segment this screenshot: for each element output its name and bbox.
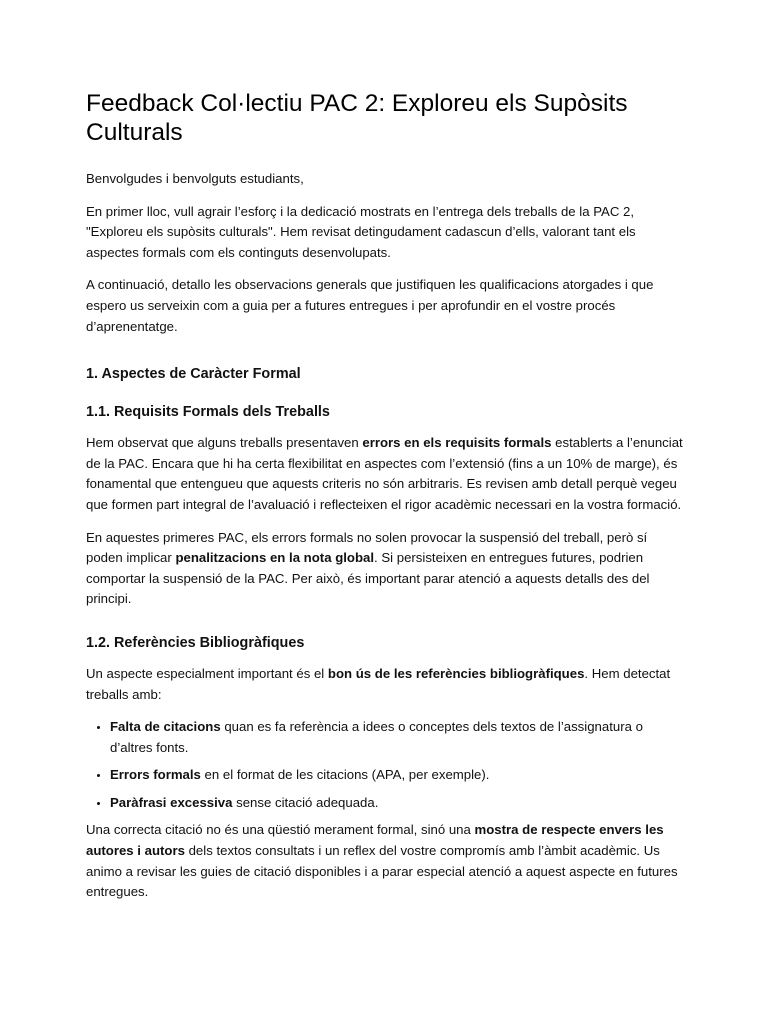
text-run: . Hem detectat treballs amb:: [86, 665, 671, 702]
section-1-2-paragraph-2: [86, 820, 686, 902]
bold-text: Falta de citacions: [110, 719, 221, 735]
text-run: En aquestes primeres PAC, els errors formals no solen provocar la suspensió del treball, però sí poden implicar: [86, 529, 648, 566]
bold-text: bon ús de les referències bibliogràfiques: [327, 665, 585, 681]
list-item: [110, 717, 686, 758]
bold-text: Errors formals: [110, 767, 201, 783]
section-1-2-paragraph-1: [86, 664, 686, 705]
section-1-1-paragraph-1: [86, 433, 686, 515]
text-run: establerts a l’enunciat de la PAC. Encara que hi ha certa flexibilitat en aspectes com l’extensió (fins a un 10% de marge), és fonamental que entengueu que aquests criteris no són arbitraris. Es revisen amb detall perquè vegeu que formen part integral de l’avaluació i reflecteixen el rigor acadèmic necessari en la vostra formació.: [86, 435, 683, 512]
text-run: quan es fa referència a idees o conceptes dels textos de l’assignatura o d’altres fonts.: [110, 719, 643, 755]
text-run: sense citació adequada.: [232, 794, 379, 810]
page-title: Feedback Col·lectiu PAC 2: Exploreu els Supòsits Culturals: [86, 90, 628, 146]
list-item: [110, 765, 686, 786]
text-run: Un aspecte especialment important és el: [86, 665, 328, 681]
greeting: Benvolgudes i benvolguts estudiants,: [86, 171, 304, 186]
intro-paragraph-1: En primer lloc, vull agrair l’esforç i la dedicació mostrats en l’entrega dels treballs de la PAC 2, "Exploreu els supòsits culturals". Hem revisat detingudament cadascun d’ells, valorant tant els aspectes formals com els continguts desenvolupats.: [86, 203, 636, 260]
text-run: Una correcta citació no és una qüestió merament formal, sinó una: [86, 822, 475, 838]
text-run: Hem observat que alguns treballs presentaven: [86, 435, 363, 451]
text-run: en el format de les citacions (APA, per exemple).: [200, 767, 490, 783]
intro-paragraph-2: A continuació, detallo les observacions generals que justifiquen les qualificacions atorgades i que espero us serveixin com a guia per a futures entregues i per aprofundir en el vostre procés d’aprenentatge.: [86, 277, 654, 334]
bold-text: Paràfrasi excessiva: [110, 794, 233, 810]
issues-list: [86, 717, 686, 813]
document-body: [86, 89, 686, 915]
text-run: . Si persisteixen en entregues futures, podrien comportar la suspensió de la PAC. Per això, és important parar atenció a aquests detalls des del principi.: [86, 550, 650, 607]
section-1-1-paragraph-2: [86, 528, 686, 610]
text-run: dels textos consultats i un reflex del vostre compromís amb l’àmbit acadèmic. Us animo a revisar les guies de citació disponibles i a parar especial atenció a aquest aspecte en futures entregues.: [86, 843, 678, 900]
section-1-2-heading: 1.2. Referències Bibliogràfiques: [86, 634, 305, 651]
bold-text: penalitzacions en la nota global: [175, 550, 375, 566]
list-item: [110, 793, 686, 814]
section-1-heading: 1. Aspectes de Caràcter Formal: [86, 366, 301, 383]
bold-text: mostra de respecte envers les autores i autors: [86, 822, 664, 859]
section-1-1-heading: 1.1. Requisits Formals dels Treballs: [86, 404, 330, 421]
bold-text: errors en els requisits formals: [362, 435, 552, 451]
